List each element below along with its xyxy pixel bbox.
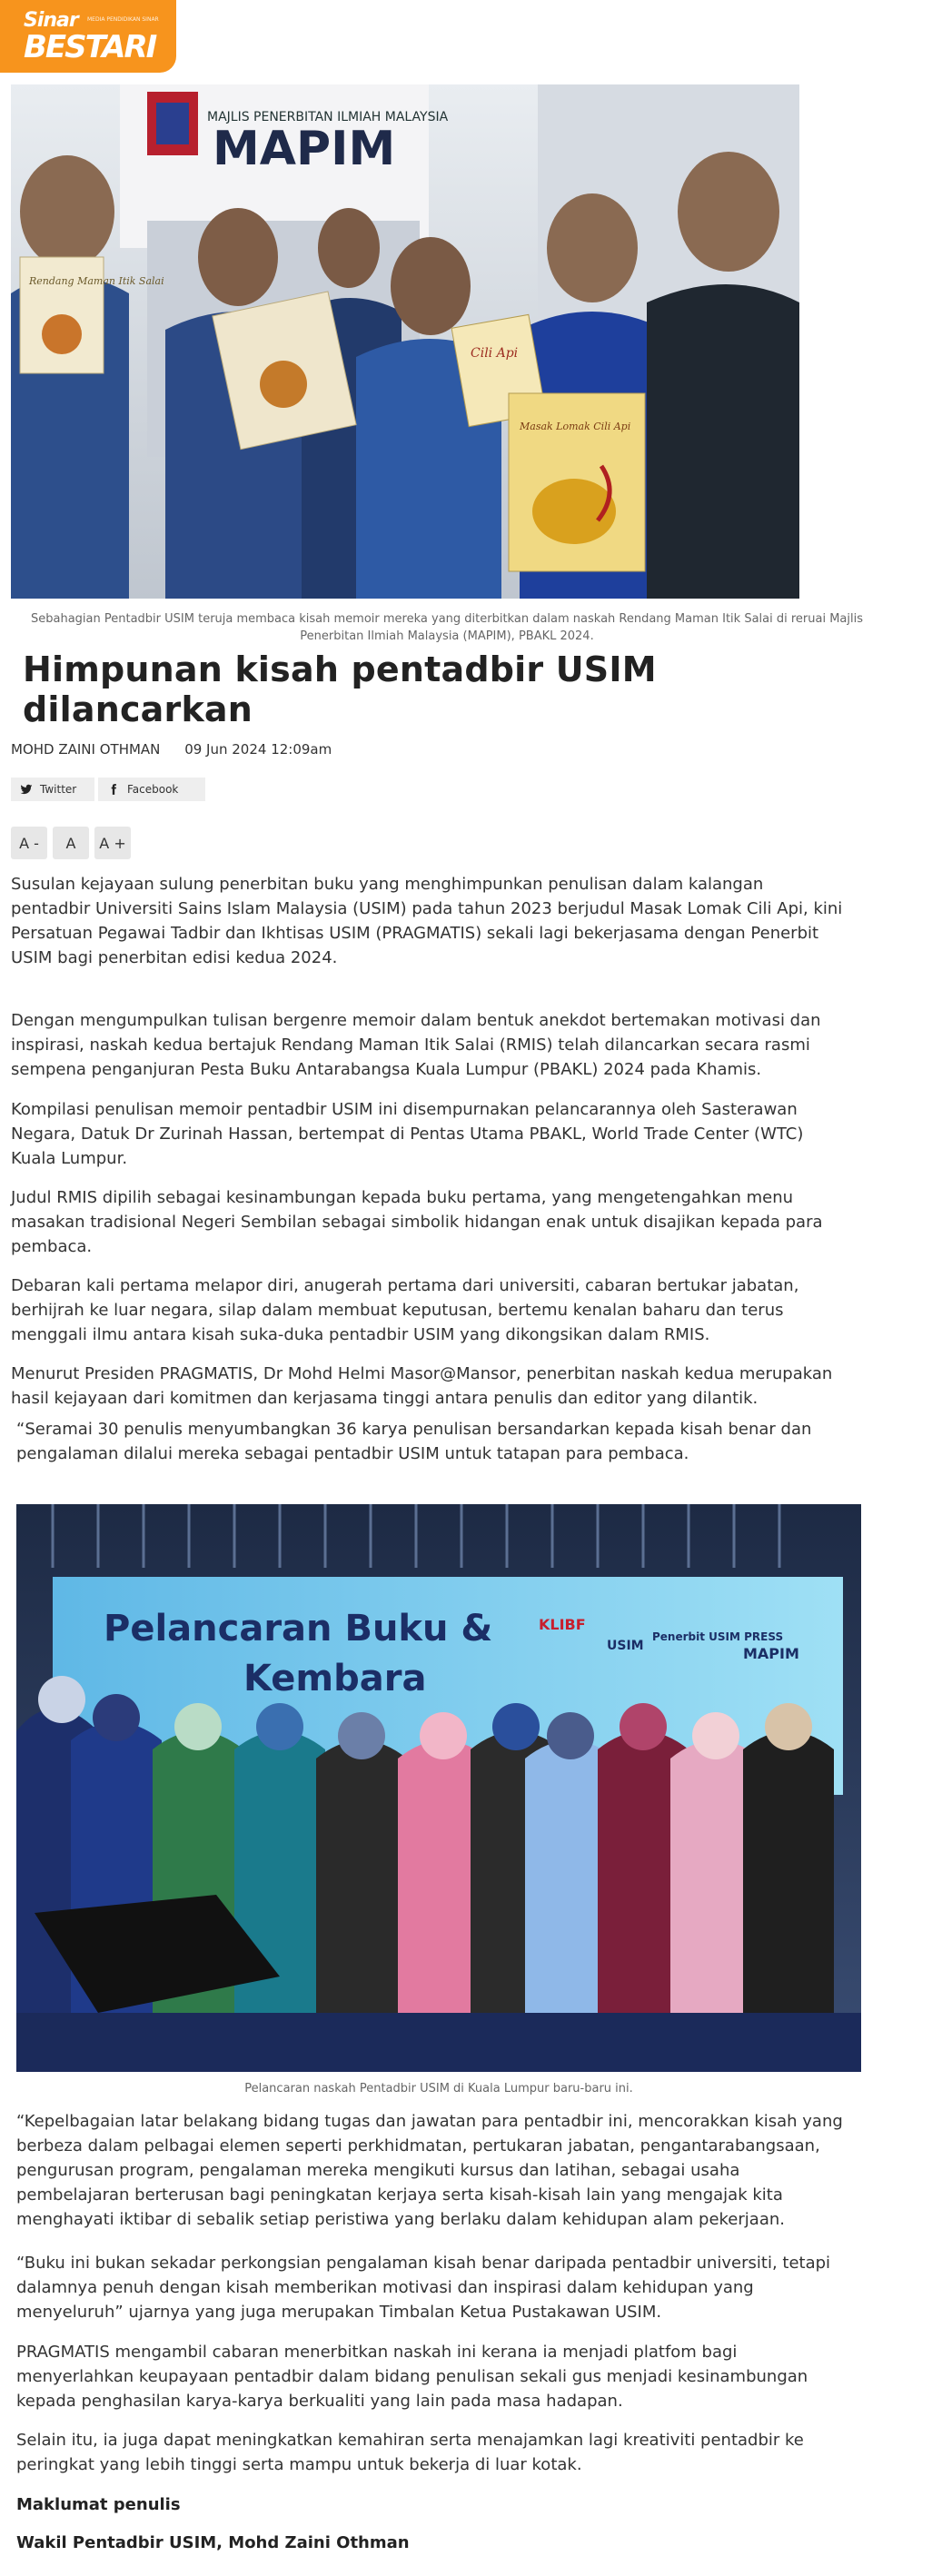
launch-photo-illustration — [16, 1504, 861, 2072]
byline — [11, 741, 332, 758]
article-paragraph-5: Debaran kali pertama melapor diri, anugerah pertama dari universiti, cabaran bertukar jabatan, berhijrah ke luar negara, silap dalam membuat keputusan, bertemu kenalan baharu dan terus menggali ilmu antara kisah suka-duka pentadbir USIM yang dikongsikan dalam RMIS. — [11, 1276, 799, 1344]
hero-photo-illustration — [11, 84, 799, 599]
facebook-icon — [107, 783, 120, 796]
share-facebook-button[interactable] — [98, 778, 205, 801]
twitter-icon — [20, 783, 33, 796]
svg-text:Masak Lomak Cili Api: Masak Lomak Cili Api — [520, 421, 631, 432]
hero-photo — [11, 84, 799, 599]
launch-caption: Pelancaran naskah Pentadbir USIM di Kuala Lumpur baru-baru ini. — [244, 2082, 633, 2095]
article-title: Himpunan kisah pentadbir USIM dilancarkan — [23, 649, 657, 729]
font-normal-button[interactable]: A — [53, 827, 89, 859]
book-cili-api-2 — [509, 393, 645, 571]
screen-line2: Kembara — [243, 1658, 427, 1699]
article-paragraph-1: Susulan kejayaan sulung penerbitan buku yang menghimpunkan penulisan dalam kalangan pentadbir Universiti Sains Islam Malaysia (USIM) pada tahun 2023 berjudul Masak Lomak Cili Api, kini Persatuan Pegawai Tadbir dan Ikhtisas USIM (PRAGMATIS) sekali lagi bekerjasama dengan Penerbit USIM bagi penerbitan edisi kedua 2024. — [11, 875, 843, 967]
article-paragraph-6: Menurut Presiden PRAGMATIS, Dr Mohd Helmi Masor@Mansor, penerbitan naskah kedua merupakan hasil kejayaan dari komitmen dan kerjasama tinggi antara penulis dan editor yang dilantik. — [11, 1364, 833, 1408]
twitter-label: Twitter — [40, 783, 77, 796]
article-paragraph-2: Dengan mengumpulkan tulisan bergenre memoir dalam bentuk anekdot bertemakan motivasi dan inspirasi, naskah kedua bertajuk Rendang Maman Itik Salai (RMIS) telah dilancarkan secara rasmi sempena penganjuran Pesta Buku Antarabangsa Kuala Lumpur (PBAKL) 2024 pada Khamis. — [11, 1011, 821, 1079]
publish-date: 09 Jun 2024 12:09am — [184, 741, 332, 758]
logo-word-sinar: Sinar — [24, 9, 78, 32]
screen-logo-klibf: KLIBF — [539, 1616, 586, 1633]
article-paragraph-11: Selain itu, ia juga dapat meningkatkan kemahiran serta menajamkan lagi kreativiti pentadbir ke peringkat yang lebih tinggi serta mampu untuk bekerja di luar kotak. — [16, 2431, 804, 2474]
article-paragraph-7: “Seramai 30 penulis menyumbangkan 36 karya penulisan bersandarkan kepada kisah benar dan pengalaman dilalui mereka sebagai pentadbir USIM untuk tatapan para pembaca. — [16, 1420, 812, 1463]
screen-logo-press: Penerbit USIM PRESS — [652, 1630, 784, 1643]
screen-line1: Pelancaran Buku & — [104, 1608, 493, 1650]
article-paragraph-4: Judul RMIS dipilih sebagai kesinambungan kepada buku pertama, yang mengetengahkan menu masakan tradisional Negeri Sembilan sebagai simbolik hidangan enak untuk disajikan kepada para pembaca. — [11, 1188, 823, 1256]
site-logo[interactable] — [0, 0, 176, 73]
banner-brand: MAPIM — [213, 122, 396, 176]
svg-text:Cili Api: Cili Api — [471, 346, 519, 361]
svg-text:Rendang Maman Itik Salai: Rendang Maman Itik Salai — [29, 275, 164, 287]
logo-tagline: MEDIA PENDIDIKAN SINAR — [87, 16, 159, 23]
banner-line1: MAJLIS PENERBITAN ILMIAH MALAYSIA — [207, 110, 449, 124]
launch-photo — [16, 1504, 861, 2072]
share-twitter-button[interactable] — [11, 778, 94, 801]
screen-logo-usim: USIM — [607, 1639, 644, 1653]
hero-caption: Sebahagian Pentadbir USIM teruja membaca kisah memoir mereka yang diterbitkan dalam naskah Rendang Maman Itik Salai di reruai Majlis Penerbitan Ilmiah Malaysia (MAPIM), PBAKL 2024. — [31, 612, 863, 643]
logo-word-bestari: BESTARI — [24, 29, 156, 65]
screen-logo-mapim: MAPIM — [743, 1645, 799, 1662]
author-name: MOHD ZAINI OTHMAN — [11, 741, 161, 758]
article-paragraph-8: “Kepelbagaian latar belakang bidang tugas dan jawatan para pentadbir ini, mencorakkan kisah yang berbeza dalam pelbagai elemen seperti perkhidmatan, pertukaran jabatan, pengantarabangsaan, pengurusan program, pengalaman mereka mengikuti kursus dan latihan, sebagai usaha pembelajaran berterusan bagi peningkatan kerjaya serta kisah-kisah lain yang mengajak kita menghayati iktibar di sebalik setiap peristiwa yang berlaku dalam kehidupan alam pekerjaan. — [16, 2112, 843, 2229]
author-info-heading: Maklumat penulis — [16, 2495, 181, 2514]
article-paragraph-9: “Buku ini bukan sekadar perkongsian pengalaman kisah benar daripada pentadbir universiti, tetapi dalamnya penuh dengan kisah memberikan motivasi dan inspirasi dalam kehidupan yang menyeluruh” ujarnya yang juga merupakan Timbalan Ketua Pustakawan USIM. — [16, 2254, 831, 2322]
article-paragraph-3: Kompilasi penulisan memoir pentadbir USIM ini disempurnakan pelancarannya oleh Sasterawan Negara, Datuk Dr Zurinah Hassan, bertempat di Pentas Utama PBAKL, World Trade Center (WTC) Kuala Lumpur. — [11, 1100, 804, 1168]
article-paragraph-10: PRAGMATIS mengambil cabaran menerbitkan naskah ini kerana ia menjadi platfom bagi menyerlahkan keupayaan pentadbir dalam bidang penulisan sekali gus menjadi kesinambungan kepada penghasilan karya-karya berkualiti yang lain pada masa hadapan. — [16, 2343, 808, 2411]
font-increase-button[interactable]: A + — [94, 827, 131, 859]
font-decrease-button[interactable]: A - — [11, 827, 47, 859]
writer-credit: Wakil Pentadbir USIM, Mohd Zaini Othman — [16, 2533, 410, 2552]
facebook-label: Facebook — [127, 783, 179, 796]
